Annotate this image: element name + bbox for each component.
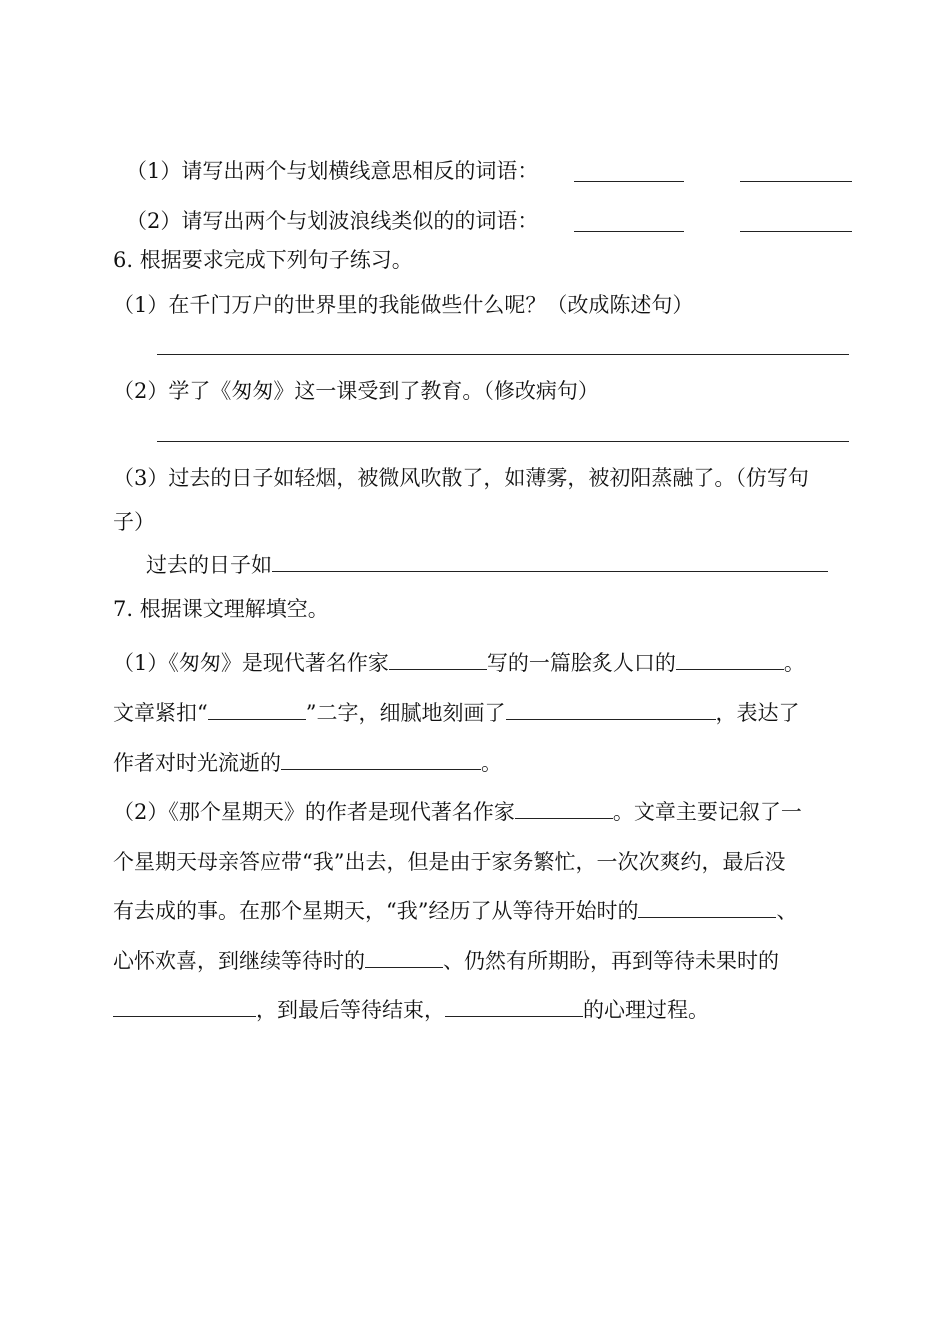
q7-p1-line2	[113, 698, 800, 728]
q7-p2-text: 、仍然有所期盼，再到等待未果时的	[443, 949, 779, 973]
q7-p2-line5	[113, 995, 709, 1025]
q7-p2-text: 、	[776, 899, 798, 923]
q7-p1-text: ”二字，细腻地刻画了	[305, 701, 506, 725]
q5-sub1	[126, 156, 538, 186]
q6-item3-text-2: 子）	[113, 510, 155, 534]
q7-p2-line2	[113, 847, 785, 877]
q6-item2	[113, 376, 599, 406]
q7-p1-line1	[113, 648, 805, 678]
q7-heading-text: 7. 根据课文理解填空。	[113, 597, 329, 621]
q7-p1-text: 。	[783, 651, 805, 675]
q7-p2-text: 。文章主要记叙了一	[612, 800, 802, 824]
q6-item1	[113, 290, 693, 320]
q5-sub1-blank-2[interactable]	[740, 181, 852, 182]
q7-p1-text: （1）《匆匆》是现代著名作家	[113, 651, 389, 675]
q7-end-feeling-blank[interactable]	[445, 996, 583, 1017]
q7-p1-text: 写的一篇脍炙人口的	[486, 651, 676, 675]
q5-sub1-text: （1）请写出两个与划横线意思相反的词语：	[126, 159, 539, 183]
q6-item3-line2	[113, 507, 155, 537]
q7-p2-text: 有去成的事。在那个星期天，“我”经历了从等待开始时的	[113, 899, 639, 923]
q6-heading-text: 6. 根据要求完成下列句子练习。	[113, 248, 413, 272]
q5-sub2-blank-2[interactable]	[740, 231, 852, 232]
q7-no-result-feeling-blank[interactable]	[113, 996, 256, 1017]
q6-item3-answer-blank[interactable]	[272, 551, 828, 572]
q7-keyword-blank[interactable]	[208, 699, 306, 720]
q6-item3-text-1: （3）过去的日子如轻烟，被微风吹散了，如薄雾，被初阳蒸融了。（仿写句	[113, 466, 809, 490]
q7-p2-text: ，到最后等待结束，	[256, 998, 445, 1022]
q7-p1-line3	[113, 748, 502, 778]
q6-item1-answer-line[interactable]	[157, 354, 849, 355]
q7-author-blank[interactable]	[389, 649, 487, 670]
q6-item2-answer-line[interactable]	[157, 441, 849, 442]
q7-p1-text: 作者对时光流逝的	[113, 751, 281, 775]
q7-continue-feeling-blank[interactable]	[365, 947, 443, 968]
q7-p2-text: 心怀欢喜，到继续等待时的	[113, 949, 365, 973]
q5-sub2-text: （2）请写出两个与划波浪线类似的的词语：	[126, 209, 539, 233]
q6-item2-text: （2）学了《匆匆》这一课受到了教育。（修改病句）	[113, 379, 599, 403]
q5-sub2-blank-1[interactable]	[574, 231, 684, 232]
q7-p1-text: ，表达了	[715, 701, 800, 725]
q7-heading	[113, 594, 329, 624]
q5-sub2	[126, 206, 538, 236]
q7-p2-text: 个星期天母亲答应带“我”出去，但是由于家务繁忙，一次次爽约，最后没	[113, 850, 786, 874]
q6-heading	[113, 245, 413, 275]
q7-feeling-blank[interactable]	[281, 749, 481, 770]
q7-genre-blank[interactable]	[676, 649, 784, 670]
q6-item3-line1	[113, 463, 809, 493]
q6-item3-prompt	[146, 550, 828, 580]
q7-p1-text: 文章紧扣“	[113, 701, 208, 725]
q7-p2-text: 的心理过程。	[583, 998, 709, 1022]
q5-sub1-blank-1[interactable]	[574, 181, 684, 182]
q7-p2-line1	[113, 797, 802, 827]
q7-p2-text: （2）《那个星期天》的作者是现代著名作家	[113, 800, 515, 824]
q6-item1-text: （1）在千门万户的世界里的我能做些什么呢？（改成陈述句）	[113, 293, 694, 317]
q7-p2-author-blank[interactable]	[515, 798, 613, 819]
q7-p2-line4	[113, 946, 779, 976]
q6-item3-prompt-text: 过去的日子如	[146, 553, 272, 577]
q7-p1-text: 。	[481, 751, 502, 775]
q7-p2-line3	[113, 896, 797, 926]
q7-start-feeling-blank[interactable]	[638, 897, 776, 918]
q7-depict-blank[interactable]	[506, 699, 716, 720]
